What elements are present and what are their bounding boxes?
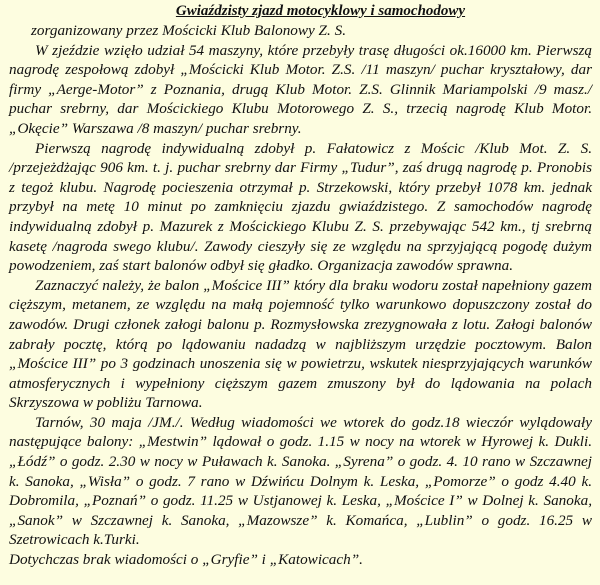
paragraph-organizer: zorganizowany przez Mościcki Klub Balonowy Z. S. <box>31 22 346 39</box>
paragraph-balloon-moscice: Zaznaczyć należy, że balon „Mościce III” który dla braku wodoru został napełniony gazem cięższym, metanem, ze względu na małą pojemność tylko warunkowo dopuszczony został do zawodów. Drugi członek załogi balonu p. Rozmysłowska zrezygnowała z lotu. Załogi balonów zabrały pocztę, którą po lądowaniu nadadzą w najbliższym urzędzie pocztowym. Balon „Mościce III” po 3 godzinach unoszenia się w powietrzu, wskutek niesprzyjających warunków atmosferycznych i wypełniony cięższym gazem zmuszony był do lądowania na polach Skrzyszowa w pobliżu Tarnowa. <box>9 276 592 412</box>
paragraph-missing-balloons: Dotychczas brak wiadomości o „Gryfie” i „Katowicach”. <box>9 551 363 569</box>
document-body <box>9 2 592 570</box>
document-title: Gwiaździsty zjazd motocyklowy i samochodowy <box>175 3 466 19</box>
paragraph-balloon-landings: Tarnów, 30 maja /JM./. Według wiadomości we wtorek do godz.18 wieczór wylądowały następujące balony: „Mestwin” lądował o godz. 1.15 w nocy na wtorek w Hyrowej k. Dukli. „Łódź” o godz. 2.30 w nocy w Puławach k. Sanoka. „Syrena” o godz. 4. 10 rano w Szczawnej k. Sanoka, „Wisła” o godz. 7 rano w Dźwińcu Dolnym k. Leska, „Pomorze” o godz 4.40 k. Dobromila, „Poznań” o godz. 11.25 w Ustjanowej k. Leska, „Mościce I” w Dolnej k. Sanoka, „Sanok” w Szczawnej k. Sanoka, „Mazowsze” k. Komańca, „Lublin” o godz. 16.25 w Szetrowicach k.Turki. <box>9 413 592 549</box>
paragraph-team-awards: W zjeździe wzięło udział 54 maszyny, które przebyły trasę długości ok.16000 km. Pierwszą nagrodę zespołową zdobył „Mościcki Klub Motor. Z.S. /11 maszyn/ puchar kryształowy, dar firmy „Aerge-Motor” z Poznania, drugą Klub Motor. Z.S. Glinnik Mariampolski /9 masz./ puchar srebrny, dar Mościckiego Klubu Motorowego Z. S., trzecią nagrodę Klub Motor. „Okęcie” Warszawa /8 maszyn/ puchar srebrny. <box>9 41 592 137</box>
paragraph-individual-awards: Pierwszą nagrodę indywidualną zdobył p. Fałatowicz z Mościc /Klub Mot. Z. S. /przejeżdżając 906 km. t. j. puchar srebrny dar Firmy „Tudur”, zaś drugą nagrodę p. Pronobis z tegoż klubu. Nagrodę pocieszenia otrzymał p. Strzekowski, który przebył 1078 km. jednak przybył na metę 10 minut po zamknięciu zjazdu gwiaździstego. Z samochodów nagrodę indywidualną zdobył p. Mazurek z Mościckiego Klubu Z. S. przebywając 542 km., tj srebrną kasetę /nagroda swego klubu/. Zawody cieszyły się ze względu na sprzyjającą pogodę dużym powodzeniem, zaś start balonów odbył się gładko. Organizacja zawodów sprawna. <box>9 139 592 275</box>
